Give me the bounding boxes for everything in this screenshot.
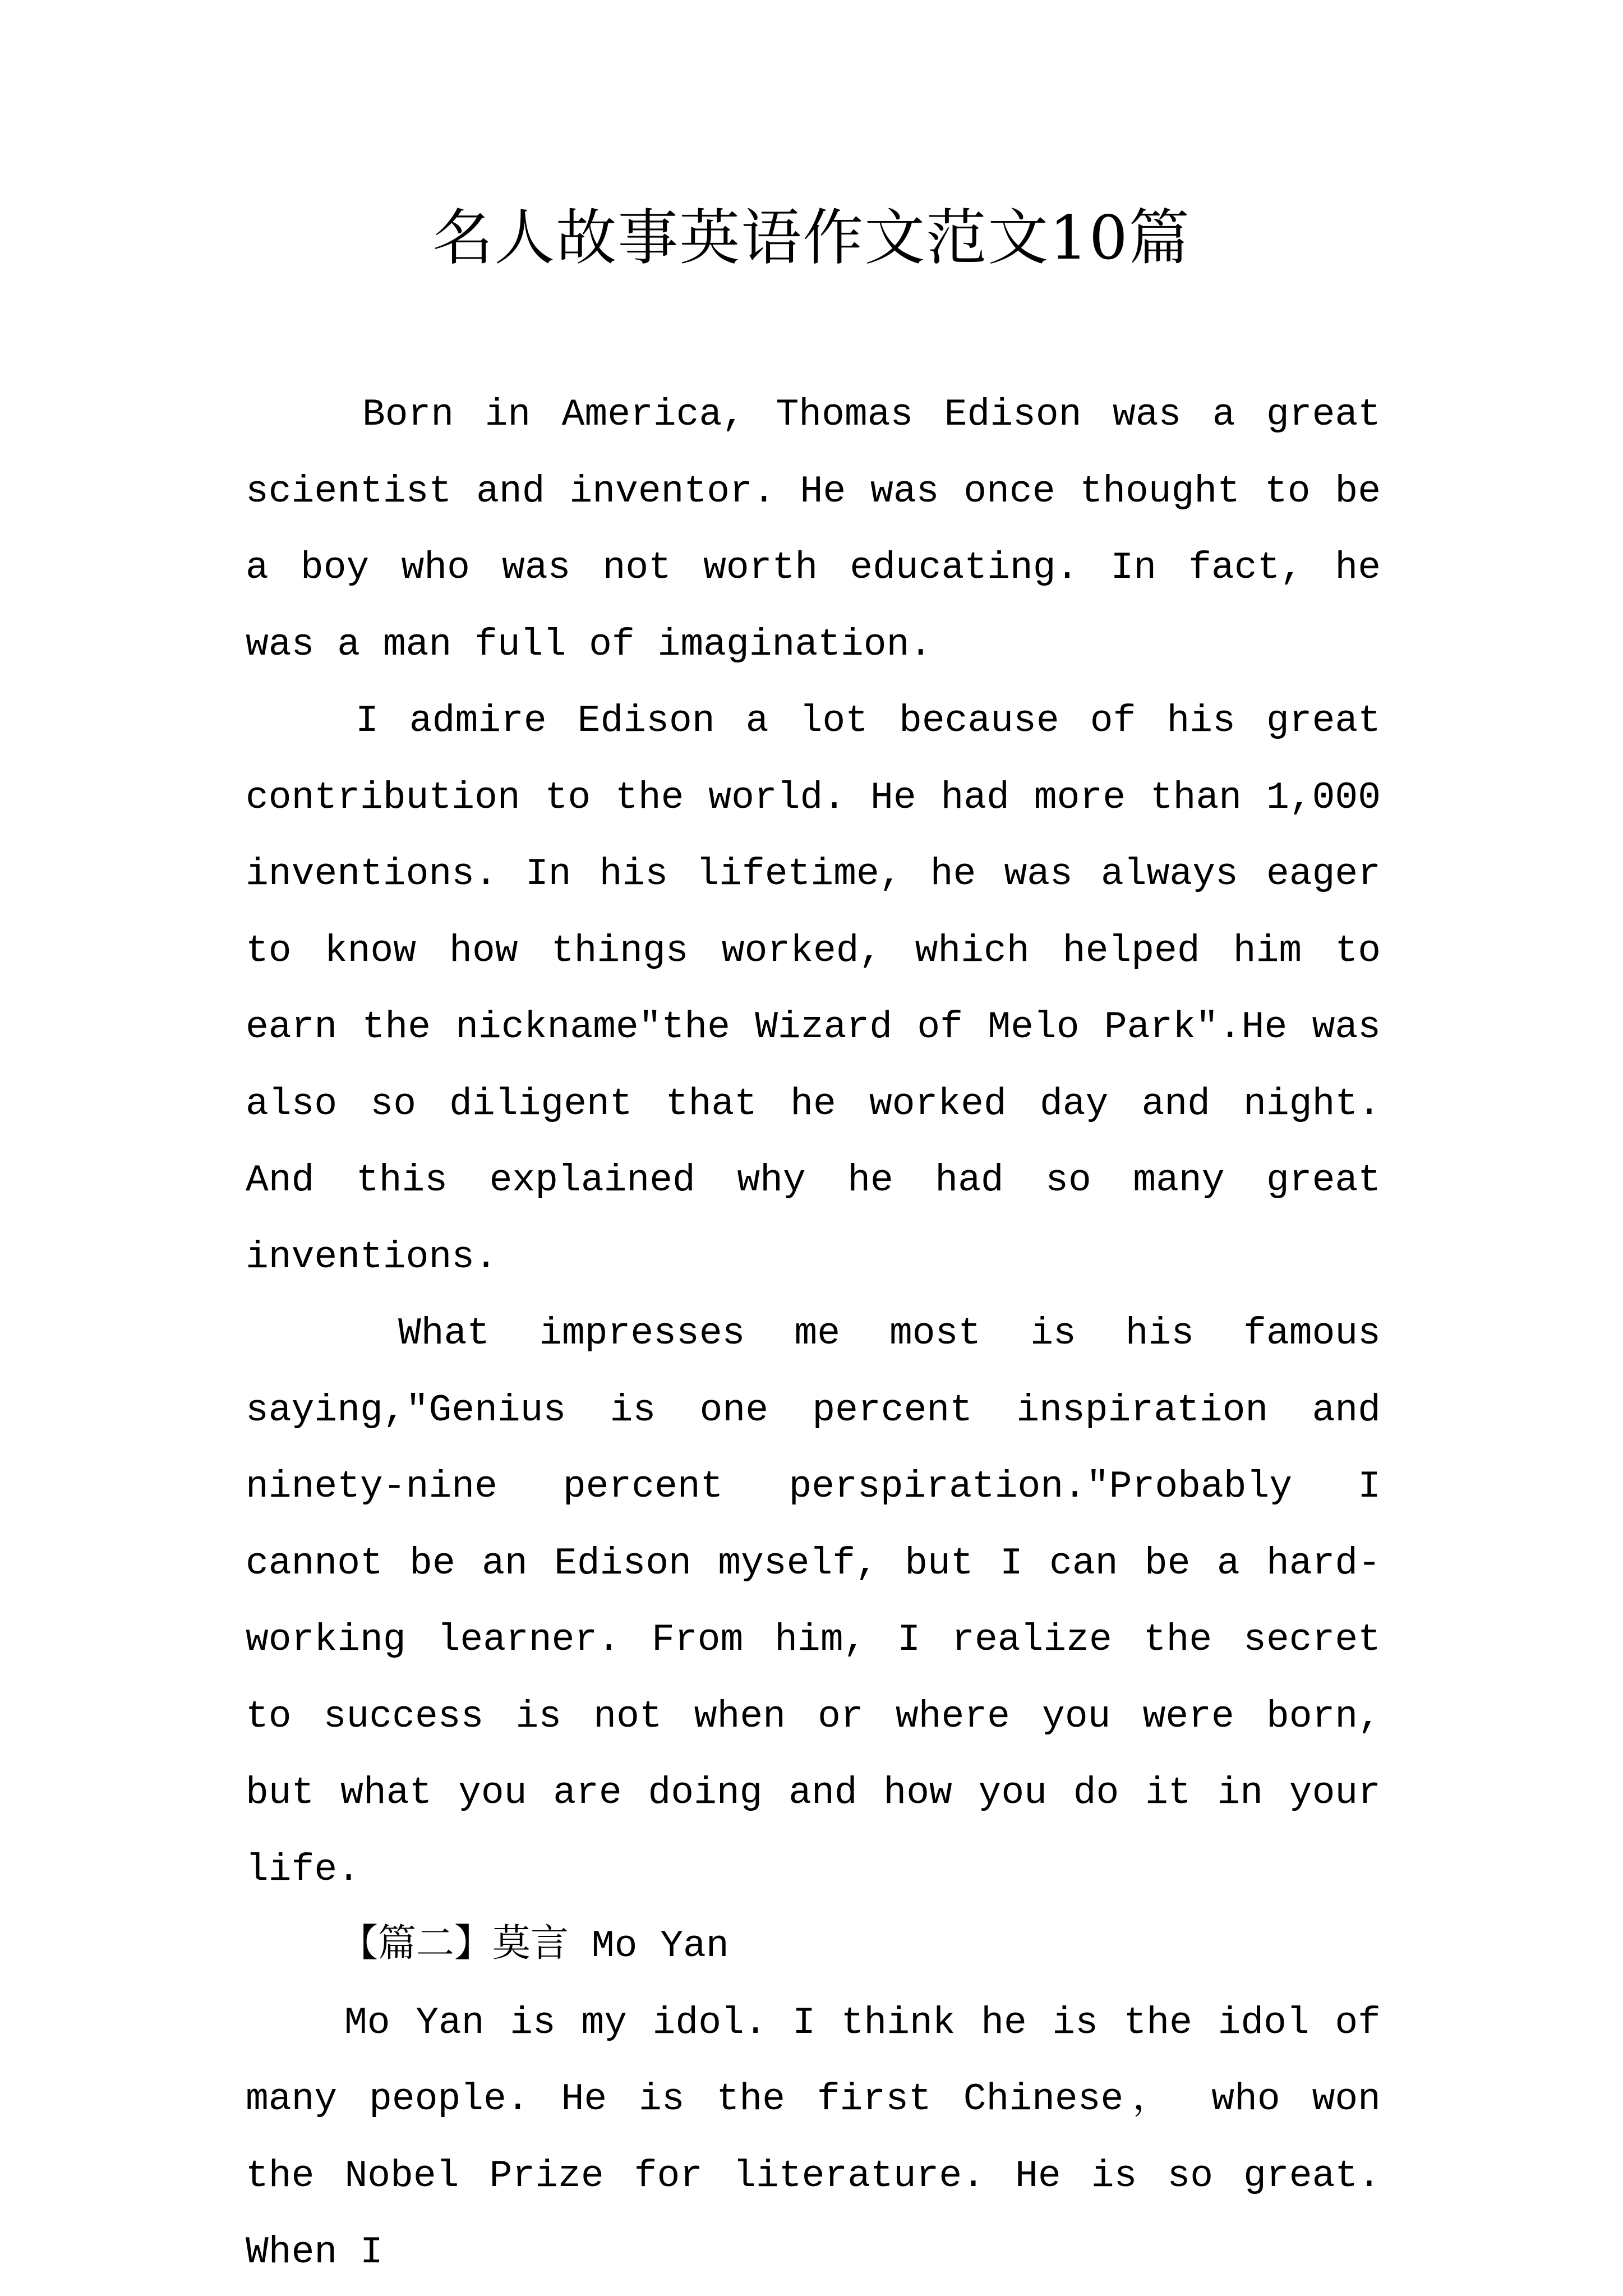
paragraph-edison-intro: Born in America, Thomas Edison was a great scientist and inventor. He was once thought to be a boy who was not worth educating. In fact, he was a man full of imagination. [246,393,1381,666]
document-title: 名人故事英语作文范文10篇 [432,203,1191,273]
paragraph-edison-quote: What impresses me most is his famous saying,"Genius is one percent inspiration and ninety-nine percent perspiration."Probably I cannot be an Edison myself, but I can be a hard-working learner. From him, I realize the secret to success is not when or where you were born, but what you are doing and how you do it in your life. [246,1312,1381,1892]
section-heading-mo-yan: 【篇二】莫言 Mo Yan [340,1925,729,1968]
paragraph-mo-yan: Mo Yan is my idol. I think he is the idol of many people. He is the first Chinese， who won the Nobel Prize for literature. He is so great. When I [246,2001,1381,2274]
paragraph-edison-admire: I admire Edison a lot because of his great contribution to the world. He had more than 1,000 inventions. In his lifetime, he was always eager to know how things worked, which helped him to earn the nickname"the Wizard of Melo Park".He was also so diligent that he worked day and night. And this explained why he had so many great inventions. [246,700,1381,1279]
document-body [246,377,1381,2292]
